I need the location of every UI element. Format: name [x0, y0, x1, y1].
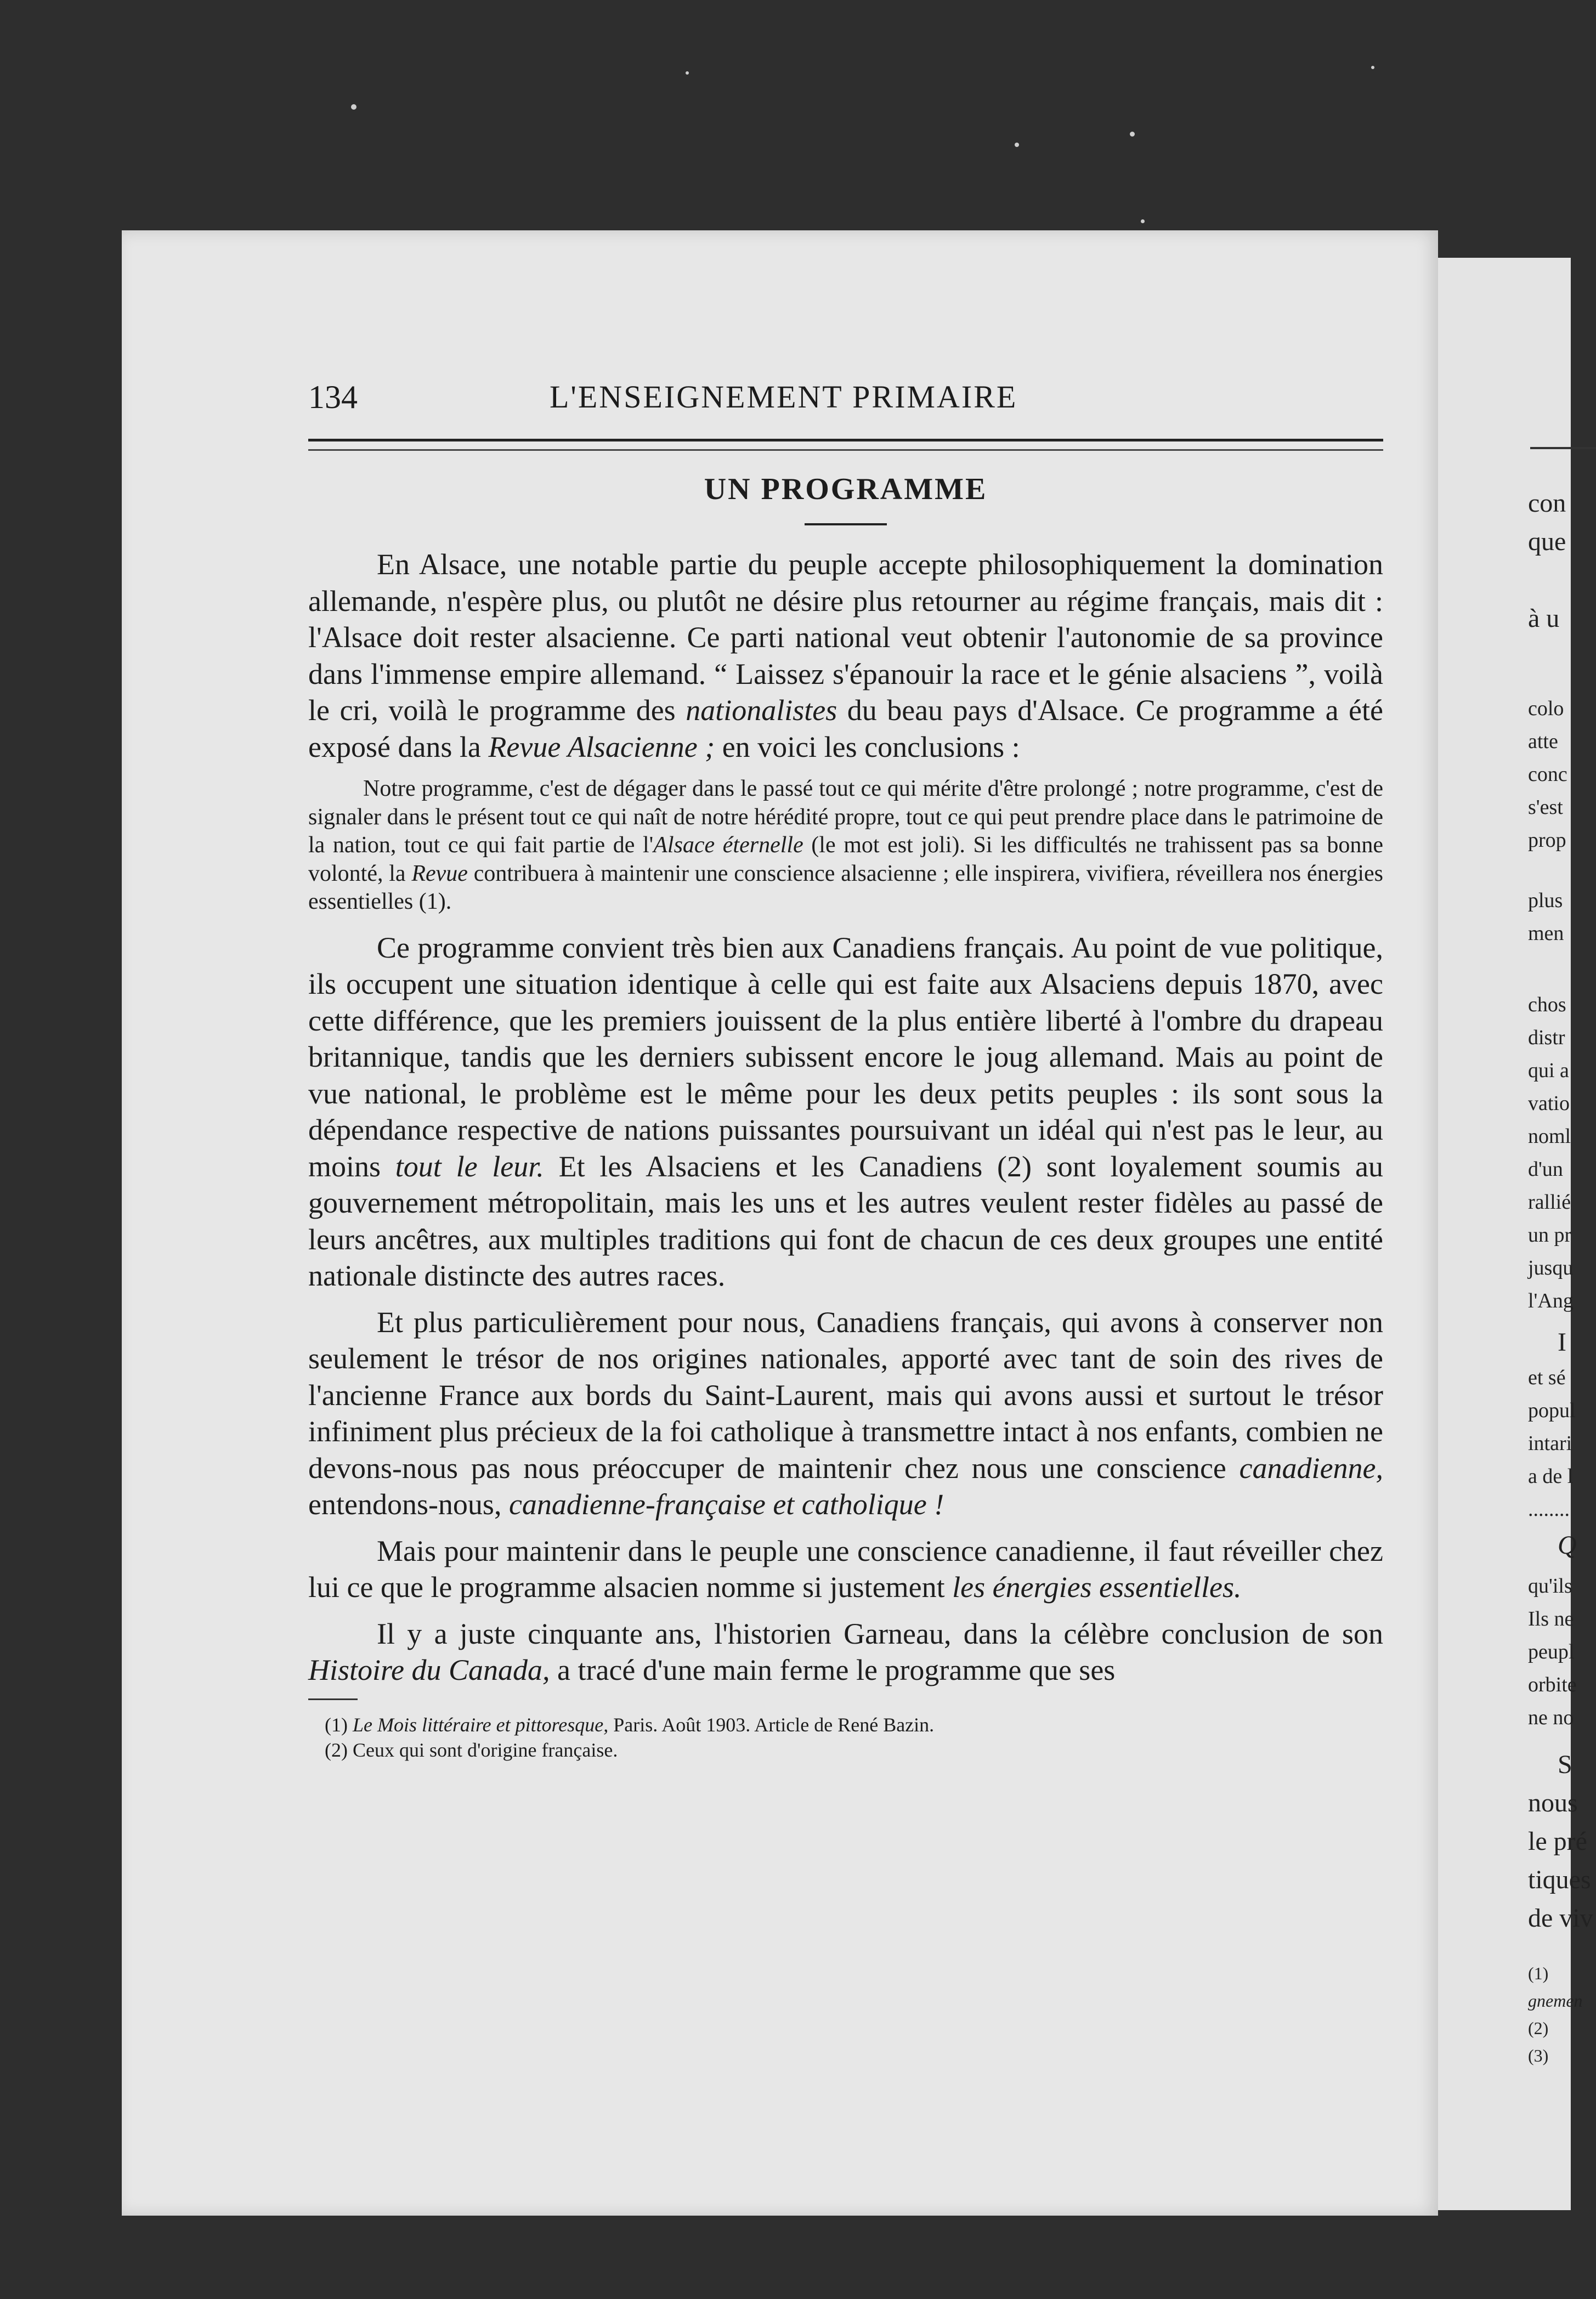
facing-text-fragment: Ils ne [1528, 1607, 1574, 1630]
italic-text: Revue Alsacienne ; [488, 730, 715, 763]
facing-text-fragment: que [1528, 527, 1566, 556]
facing-text-fragment: con [1528, 489, 1566, 518]
facing-text-fragment: nous [1528, 1788, 1578, 1817]
paragraph [308, 1533, 1383, 1606]
text-run: (1) [325, 1713, 353, 1736]
facing-text-fragment: (3) [1528, 2046, 1549, 2065]
facing-text-fragment: qu'ils [1528, 1575, 1572, 1598]
text-run: Paris. Août 1903. Article de René Bazin. [608, 1713, 935, 1736]
facing-text-fragment: jusqu [1528, 1256, 1574, 1279]
paragraph [308, 546, 1383, 765]
facing-text-fragment: plus [1528, 889, 1563, 912]
text-run: Il y a juste cinquante ans, l'historien Garneau, dans la célèbre conclusion de son [377, 1617, 1383, 1650]
facing-text-fragment: colo [1528, 697, 1564, 720]
facing-text-fragment: tiques [1528, 1865, 1591, 1894]
facing-text-fragment: conc [1528, 763, 1567, 786]
facing-text-fragment: ne no [1528, 1706, 1574, 1729]
text-run: (le mot est joli). Si les difficultés ne trahissent pas sa bonne volonté, la [308, 833, 1383, 886]
speckle [1141, 219, 1145, 223]
facing-text-fragment: S [1558, 1750, 1572, 1779]
facing-text-fragment: intari [1528, 1432, 1572, 1455]
facing-text-fragment: d'un [1528, 1158, 1563, 1181]
text-run: Mais pour maintenir dans le peuple une conscience canadienne, il faut réveiller chez lui ce que le programme alsacien nomme si justement [308, 1534, 1383, 1604]
text-run: entendons-nous, [308, 1488, 509, 1521]
facing-text-fragment: prop [1528, 829, 1566, 852]
text-run: Notre programme, c'est de dégager dans le passé tout ce qui mérite d'être prolongé ; notre programme, c'est de signaler dans le présent tout ce qui naît de notre hérédité propre, tout ce qui peut prendre place dans le patrimoine de la nation, tout ce qui fait partie de l' [308, 776, 1383, 858]
facing-text-fragment: I [1558, 1328, 1566, 1357]
facing-text-fragment: le pré [1528, 1827, 1587, 1856]
facing-text-fragment: s'est [1528, 796, 1563, 819]
italic-text: Revue [411, 860, 468, 886]
facing-page-header-rule [1530, 447, 1596, 449]
facing-text-fragment: atte [1528, 730, 1558, 753]
text-run: Et plus particulièrement pour nous, Canadiens français, qui avons à conserver non seulement le trésor de nos origines nationales, apporté avec tant de soin des rives de l'ancienne France aux bords du Saint-Laurent, mais qui avons aussi et surtout le trésor infiniment plus précieux de la foi catholique à transmettre intact à nos enfants, combien ne devons-nous pas nous préoccuper de maintenir chez nous une conscience [308, 1305, 1383, 1485]
speckle [1015, 143, 1019, 147]
italic-text: canadienne, [1239, 1451, 1383, 1485]
article-title: UN PROGRAMME [704, 472, 988, 506]
facing-text-fragment: men [1528, 922, 1564, 945]
footnote-rule [308, 1698, 358, 1700]
page-header [308, 378, 1257, 422]
speckle [351, 104, 356, 110]
italic-text: Le Mois littéraire et pittoresque, [352, 1713, 609, 1736]
block-quote [308, 775, 1383, 916]
facing-text-fragment: vatio [1528, 1092, 1570, 1115]
italic-text: nationalistes [686, 694, 837, 727]
facing-text-fragment: gnemen [1528, 1991, 1583, 2011]
speckle [1371, 66, 1374, 69]
text-run: En Alsace, une notable partie du peuple accepte philosophiquement la domination allemande, n'espère plus, ou plutôt ne désire plus retourner au régime français, mais dit : l'Alsace doit rester alsacienne. Ce parti national veut obtenir l'autonomie de sa province dans l'immense empire allemand. “ Laissez s'épanouir la race et le génie alsaciens ”, voilà le cri, voilà le programme des [308, 548, 1383, 727]
text-run: Ce programme convient très bien aux Canadiens français. Au point de vue politique, ils occupent une situation identique à celle qui est faite aux Alsaciens depuis 1870, avec cette différence, que les premiers jouissent de la plus entière liberté à l'ombre du drapeau britannique, tandis que les derniers subissent encore le joug allemand. Mais au point de vue national, le problème est le même pour les deux petits peuples : ils sont sous la dépendance respective de nations puissantes poursuivant un idéal qui n'est pas le leur, au moins [308, 931, 1383, 1183]
facing-text-fragment: de viv [1528, 1904, 1593, 1933]
facing-text-fragment: noml [1528, 1125, 1571, 1148]
speckle [686, 71, 689, 75]
page-number: 134 [308, 379, 358, 415]
footnote [308, 1737, 1383, 1763]
facing-text-fragment: à u [1528, 604, 1560, 633]
text-run: Et les Alsaciens et les Canadiens (2) sont loyalement soumis au gouvernement métropolitain, mais les uns et les autres veulent rester fidèles au passé de leurs ancêtres, aux multiples traditions qui font de chacun de ces deux groupes une entité nationale distincte des autres races. [308, 1150, 1383, 1292]
running-title: L'ENSEIGNEMENT PRIMAIRE [550, 379, 1018, 415]
paragraph [308, 1616, 1383, 1689]
facing-text-fragment: a de l [1528, 1465, 1574, 1488]
facing-text-fragment: Q [1558, 1531, 1577, 1560]
facing-text-fragment: rallié [1528, 1191, 1571, 1214]
facing-text-fragment: orbite [1528, 1673, 1577, 1696]
text-run: (2) Ceux qui sont d'origine française. [325, 1739, 618, 1761]
facing-text-fragment: (2) [1528, 2018, 1549, 2038]
italic-text: canadienne-française et catholique ! [508, 1488, 944, 1521]
text-run: contribuera à maintenir une conscience alsacienne ; elle inspirera, vivifiera, réveillera nos énergies essentielles (1). [308, 860, 1383, 914]
paragraph [308, 1304, 1383, 1523]
italic-text: Alsace éternelle [653, 833, 803, 858]
facing-text-fragment: chos [1528, 993, 1566, 1016]
facing-text-fragment: popul [1528, 1399, 1576, 1422]
facing-text-fragment: distr [1528, 1026, 1565, 1049]
text-run: en voici les conclusions : [715, 730, 1020, 763]
facing-text-fragment: peupl [1528, 1640, 1575, 1663]
facing-text-fragment: l'Ang [1528, 1289, 1574, 1312]
text-run: a tracé d'une main ferme le programme que ses [550, 1654, 1116, 1686]
paragraph [308, 930, 1383, 1294]
facing-text-fragment: ........ [1528, 1498, 1570, 1521]
italic-text: tout le leur. [395, 1150, 544, 1183]
speckle [1130, 132, 1135, 137]
italic-text: Histoire du Canada, [308, 1654, 550, 1686]
italic-text: les énergies essentielles. [952, 1571, 1242, 1604]
book-page [122, 230, 1438, 2216]
facing-page [1431, 258, 1593, 2210]
facing-text-fragment: et sé [1528, 1366, 1566, 1389]
text-run: du beau pays d'Alsace. Ce programme a été exposé dans la [308, 694, 1383, 763]
header-double-rule [308, 439, 1383, 451]
facing-text-fragment: qui a [1528, 1059, 1569, 1082]
footnote [308, 1712, 1383, 1737]
title-rule [805, 523, 887, 525]
facing-text-fragment: (1) [1528, 1963, 1549, 1983]
article-body [308, 472, 1383, 1763]
facing-text-fragment: un pr [1528, 1224, 1572, 1247]
